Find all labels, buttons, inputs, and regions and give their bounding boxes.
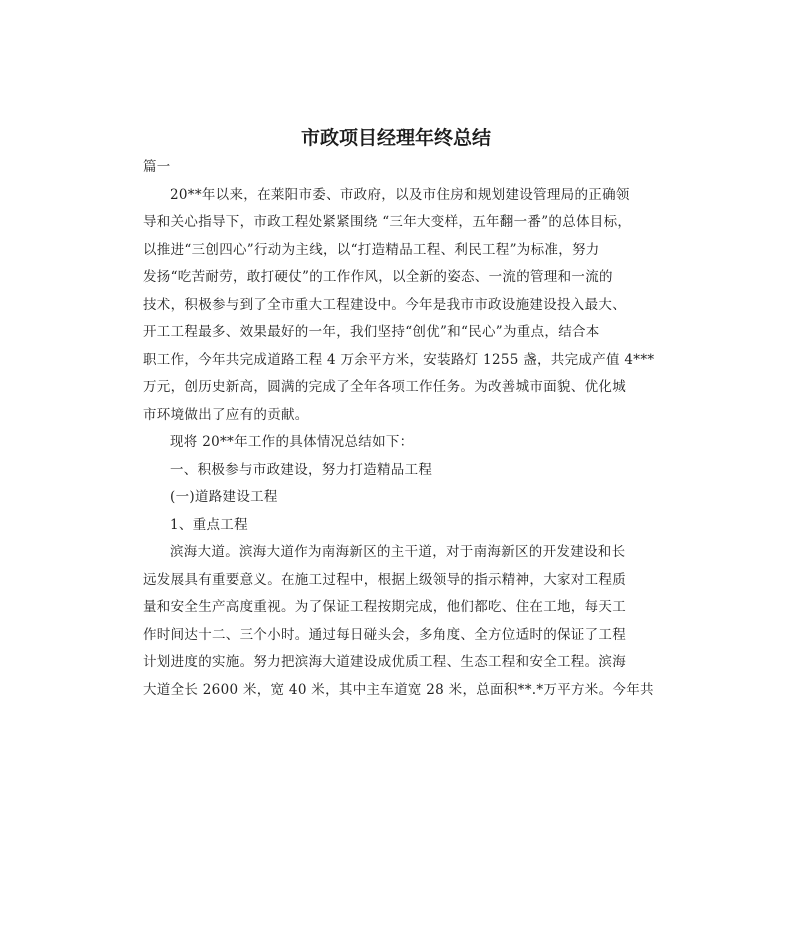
text-line: 开工工程最多、效果最好的一年，我们坚持“创优”和“民心”为重点，结合本 [143,324,600,340]
text-line: 作时间达十二、三个小时。通过每日碰头会，多角度、全方位适时的保证了工程 [143,626,626,643]
text-line: 发扬“吃苦耐劳，敢打硬仗”的工作作风，以全新的姿态、一流的管理和一流的 [143,269,613,285]
text-line: 大道全长 2600 米，宽 40 米，其中主车道宽 28 米，总面积**.*万平方米。今年共 [143,681,654,698]
text-line: 现将 20**年工作的具体情况总结如下： [170,434,414,450]
text-line: 远发展具有重要意义。在施工过程中，根据上级领导的指示精神，大家对工程质 [143,571,626,588]
text-line: 量和安全生产高度重视。为了保证工程按期完成，他们都吃、住在工地，每天工 [143,599,626,615]
text-line: 20**年以来，在莱阳市委、市政府，以及市住房和规划建设管理局的正确领 [170,186,630,203]
text-line: 市环境做出了应有的贡献。 [143,406,309,423]
text-line: 以推进“三创四心”行动为主线，以“打造精品工程、利民工程”为标准，努力 [143,241,600,258]
document-title: 市政项目经理年终总结 [300,127,491,149]
text-line: 一、积极参与市政建设，努力打造精品工程 [170,461,433,478]
text-line: 篇一 [143,159,171,175]
document-body [143,154,663,704]
text-line: 滨海大道。滨海大道作为南海新区的主干道，对于南海新区的开发建设和长 [170,544,626,560]
text-line: 万元，创历史新高，圆满的完成了全年各项工作任务。为改善城市面貌、优化城 [143,379,626,395]
text-line: 导和关心指导下，市政工程处紧紧围绕 “三年大变样，五年翻一番”的总体目标， [143,214,632,230]
text-line: 技术，积极参与到了全市重大工程建设中。今年是我市市政设施建设投入最大、 [143,296,626,313]
text-line: 1、重点工程 [170,516,248,533]
text-line: (一)道路建设工程 [170,489,278,505]
text-line: 职工作，今年共完成道路工程 4 万余平方米，安装路灯 1255 盏，共完成产值 4*** [143,351,655,368]
text-line: 计划进度的实施。努力把滨海大道建设成优质工程、生态工程和安全工程。滨海 [143,654,626,670]
